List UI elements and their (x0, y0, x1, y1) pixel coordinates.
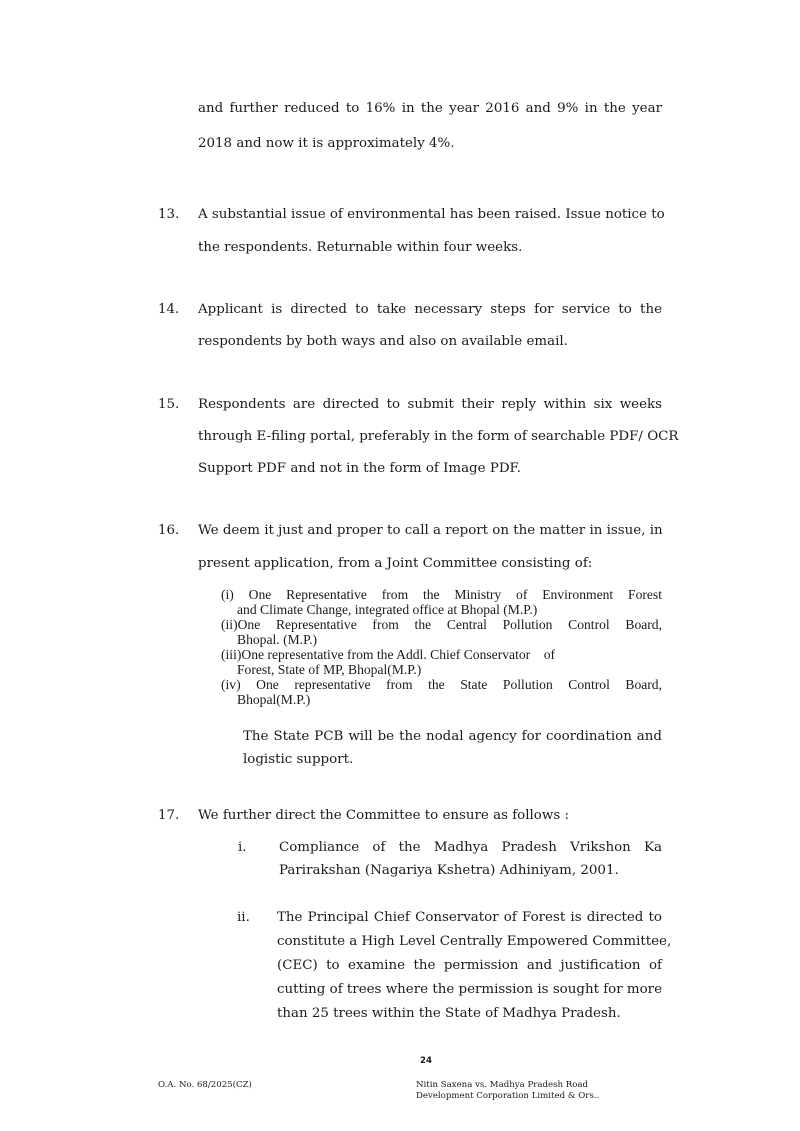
committee-member-3-line-2: Forest, State of MP, Bhopal(M.P.) (237, 662, 422, 677)
continuation-line-2: 2018 and now it is approximately 4%. (198, 136, 455, 151)
nodal-agency-line-2: logistic support. (243, 752, 354, 767)
case-parties-line-1: Nitin Saxena vs. Madhya Pradesh Road (416, 1080, 589, 1090)
para-15-line-3: Support PDF and not in the form of Image PDF. (198, 461, 522, 476)
para-14-number: 14. (158, 302, 180, 317)
para-14-line-2: respondents by both ways and also on available email. (198, 334, 568, 349)
para-17-number: 17. (158, 808, 180, 823)
para-14-line-1: Applicant is directed to take necessary steps for service to the (198, 302, 662, 317)
item-ii-line-1: The Principal Chief Conservator of Forest is directed to (277, 910, 662, 925)
committee-member-4-line-1: (iv) One representative from the State Pollution Control Board, (221, 677, 662, 692)
para-15-line-2: through E-filing portal, preferably in the form of searchable PDF/ OCR (198, 429, 679, 444)
committee-member-2-line-1: (ii)One Representative from the Central Pollution Control Board, (221, 617, 662, 632)
item-i-marker: i. (238, 840, 247, 855)
committee-member-2-line-2: Bhopal. (M.P.) (237, 632, 318, 647)
item-ii-line-3: (CEC) to examine the permission and justification of (277, 958, 662, 973)
committee-member-1-line-2: and Climate Change, integrated office at Bhopal (M.P.) (237, 602, 538, 617)
case-parties-line-2: Development Corporation Limited & Ors.. (416, 1091, 600, 1101)
committee-member-3-line-1: (iii)One representative from the Addl. Chief Conservator of (221, 647, 556, 662)
continuation-line-1: and further reduced to 16% in the year 2016 and 9% in the year (198, 101, 662, 116)
para-17-line-1: We further direct the Committee to ensure as follows : (198, 808, 569, 823)
committee-members-list (221, 587, 662, 707)
item-i-line-2: Parirakshan (Nagariya Kshetra) Adhiniyam, 2001. (279, 863, 619, 878)
item-ii-line-2: constitute a High Level Centrally Empowered Committee, (277, 934, 672, 949)
committee-member-4-line-2: Bhopal(M.P.) (237, 692, 311, 707)
para-15-line-1: Respondents are directed to submit their reply within six weeks (198, 397, 662, 412)
nodal-agency-line-1: The State PCB will be the nodal agency for coordination and (243, 729, 662, 744)
case-number: O.A. No. 68/2025(CZ) (158, 1080, 252, 1090)
committee-member-1-line-1: (i) One Representative from the Ministry of Environment Forest (221, 587, 662, 602)
para-16-number: 16. (158, 523, 180, 538)
para-13-line-2: the respondents. Returnable within four weeks. (198, 240, 523, 255)
item-ii-marker: ii. (237, 910, 250, 925)
para-13-line-1: A substantial issue of environmental has been raised. Issue notice to (198, 207, 665, 222)
item-i-line-1: Compliance of the Madhya Pradesh Vrikshon Ka (279, 840, 662, 855)
para-16-line-1: We deem it just and proper to call a report on the matter in issue, in (198, 523, 663, 538)
item-ii-line-4: cutting of trees where the permission is sought for more (277, 982, 662, 997)
item-ii-line-5: than 25 trees within the State of Madhya Pradesh. (277, 1006, 621, 1021)
para-13-number: 13. (158, 207, 180, 222)
page-number: 24 (420, 1056, 432, 1066)
para-16-line-2: present application, from a Joint Committee consisting of: (198, 556, 593, 571)
para-15-number: 15. (158, 397, 180, 412)
